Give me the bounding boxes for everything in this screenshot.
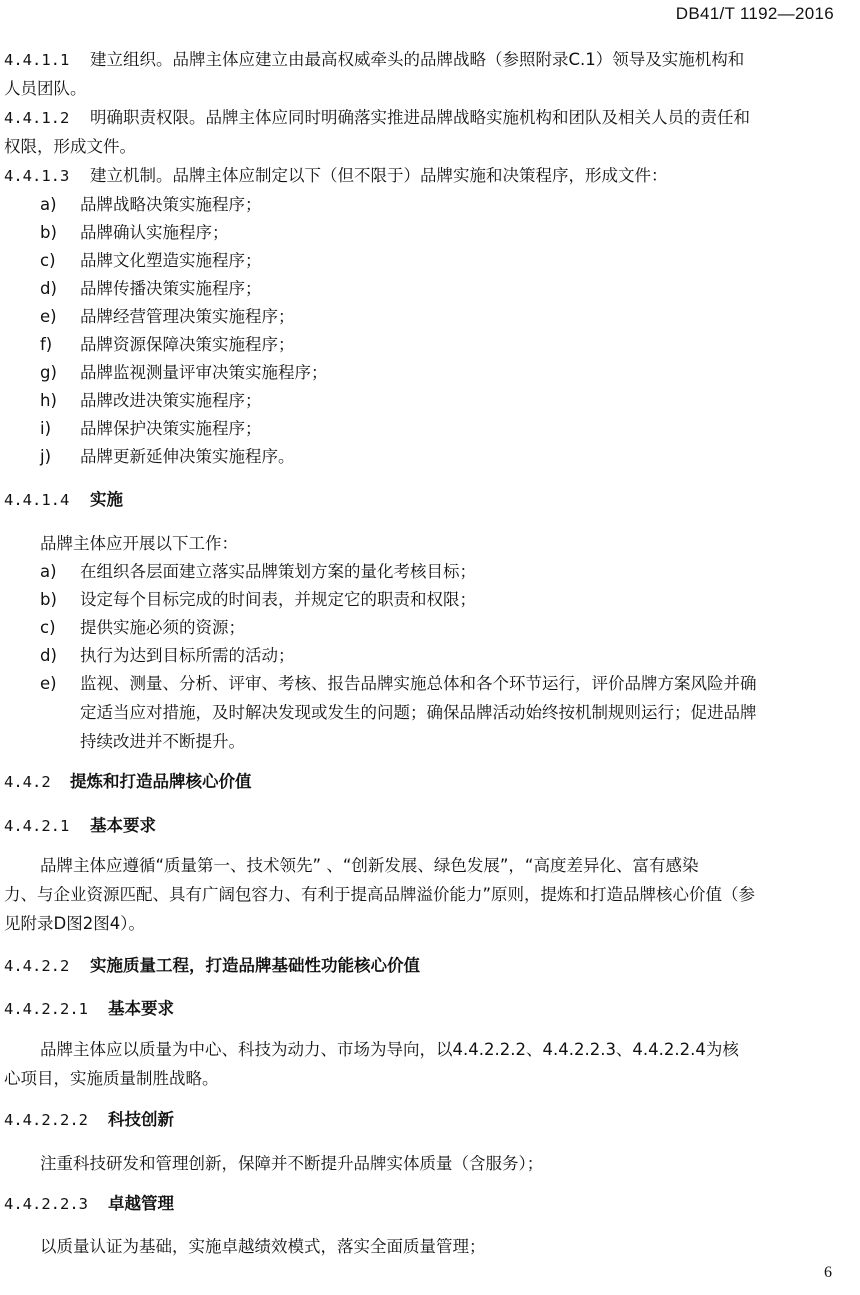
list-item-text: 持续改进并不断提升。: [80, 732, 245, 751]
section-number: 4.4.2.2.3: [4, 1195, 88, 1213]
list-item-text: 品牌改进决策实施程序；: [80, 391, 262, 410]
list-item-letter: a): [40, 562, 57, 581]
list-item-text: 品牌战略决策实施程序；: [80, 195, 262, 214]
paragraph-text: 见附录D图2图4）。: [4, 914, 145, 933]
paragraph-text: 品牌主体应以质量为中心、科技为动力、市场为导向，以4.4.2.2.2、4.4.2.2.3、4.4.2.2.4为核: [40, 1040, 739, 1059]
list-item-letter: e): [40, 307, 57, 326]
list-item-letter: h): [40, 391, 57, 410]
list-item-text: 执行为达到目标所需的活动；: [80, 646, 295, 665]
paragraph-text: 品牌主体应遵循“质量第一、技术领先” 、“创新发展、绿色发展”，“高度差异化、富有感染: [40, 856, 699, 875]
section-title: 实施: [90, 490, 123, 509]
page-number: 6: [824, 1264, 832, 1281]
list-item-text: 品牌监视测量评审决策实施程序；: [80, 363, 328, 382]
list-item-letter: a): [40, 195, 57, 214]
list-item-text: 品牌更新延伸决策实施程序。: [80, 447, 295, 466]
list-item-text: 品牌资源保障决策实施程序；: [80, 335, 295, 354]
list-item-text: 品牌传播决策实施程序；: [80, 279, 262, 298]
clause-text: 建立机制。品牌主体应制定以下（但不限于）品牌实施和决策程序，形成文件：: [90, 166, 668, 185]
paragraph-text: 心项目，实施质量制胜战略。: [4, 1069, 219, 1088]
paragraph-text: 以质量认证为基础，实施卓越绩效模式，落实全面质量管理；: [40, 1237, 486, 1256]
section-title: 卓越管理: [108, 1194, 174, 1213]
paragraph-text: 力、与企业资源匹配、具有广阔包容力、有利于提高品牌溢价能力”原则，提炼和打造品牌核心价值（参: [4, 885, 756, 904]
section-title: 科技创新: [108, 1110, 174, 1129]
section-title: 基本要求: [90, 816, 156, 835]
clause-number: 4.4.1.3: [4, 167, 70, 185]
clause-number: 4.4.1.2: [4, 109, 70, 127]
list-item-letter: d): [40, 646, 57, 665]
list-item-letter: c): [40, 251, 56, 270]
paragraph-text: 注重科技研发和管理创新，保障并不断提升品牌实体质量（含服务）；: [40, 1154, 544, 1173]
section-title: 基本要求: [108, 999, 174, 1018]
list-item-text: 品牌确认实施程序；: [80, 223, 229, 242]
list-item-letter: i): [40, 419, 52, 438]
clause-number: 4.4.1.1: [4, 51, 70, 69]
list-item-letter: b): [40, 590, 57, 609]
list-item-text: 提供实施必须的资源；: [80, 618, 245, 637]
clause-text: 建立组织。品牌主体应建立由最高权威牵头的品牌战略（参照附录C.1）领导及实施机构和: [90, 50, 745, 69]
list-item-text: 在组织各层面建立落实品牌策划方案的量化考核目标；: [80, 562, 476, 581]
list-item-letter: e): [40, 674, 57, 693]
section-number: 4.4.2.1: [4, 817, 70, 835]
section-title: 提炼和打造品牌核心价值: [70, 772, 252, 791]
list-item-text: 品牌保护决策实施程序；: [80, 419, 262, 438]
section-number: 4.4.2.2.2: [4, 1111, 88, 1129]
document-id-header: DB41/T 1192—2016: [675, 4, 834, 23]
list-item-letter: f): [40, 335, 53, 354]
section-title: 实施质量工程，打造品牌基础性功能核心价值: [90, 956, 420, 975]
list-item-letter: g): [40, 363, 57, 382]
list-item-text: 监视、测量、分析、评审、考核、报告品牌实施总体和各个环节运行，评价品牌方案风险并确: [80, 674, 757, 693]
clause-text: 权限，形成文件。: [4, 137, 136, 156]
clause-text: 人员团队。: [4, 79, 87, 98]
list-item-text: 定适当应对措施，及时解决发现或发生的问题；确保品牌活动始终按机制规则运行；促进品牌: [80, 703, 757, 722]
list-item-text: 品牌经营管理决策实施程序；: [80, 307, 295, 326]
clause-text: 明确职责权限。品牌主体应同时明确落实推进品牌战略实施机构和团队及相关人员的责任和: [90, 108, 750, 127]
list-item-text: 品牌文化塑造实施程序；: [80, 251, 262, 270]
intro-text: 品牌主体应开展以下工作：: [40, 534, 238, 553]
section-number: 4.4.2.2: [4, 957, 70, 975]
list-item-text: 设定每个目标完成的时间表，并规定它的职责和权限；: [80, 590, 476, 609]
list-item-letter: b): [40, 223, 57, 242]
section-number: 4.4.1.4: [4, 491, 70, 509]
list-item-letter: j): [40, 447, 52, 466]
section-number: 4.4.2: [4, 773, 51, 791]
list-item-letter: d): [40, 279, 57, 298]
section-number: 4.4.2.2.1: [4, 1000, 88, 1018]
list-item-letter: c): [40, 618, 56, 637]
